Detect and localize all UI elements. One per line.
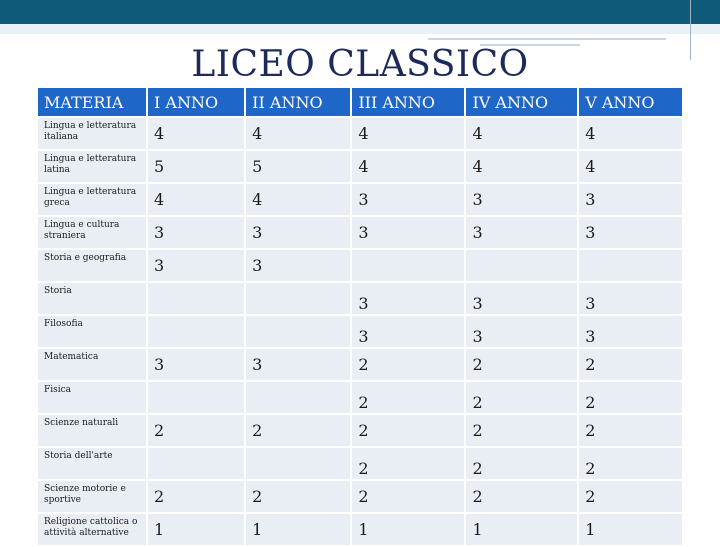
header-row [38,88,682,116]
subject-cell: Scienze naturali [38,415,146,446]
hours-cell: 2 [148,481,244,512]
hours-cell [148,448,244,479]
hours-cell [246,382,350,413]
hours-cell [148,283,244,314]
hours-cell: 1 [579,514,682,545]
hours-cell: 3 [148,250,244,281]
header-year-2: II ANNO [246,88,350,116]
hours-cell: 3 [352,217,464,248]
hours-cell [579,250,682,281]
subject-cell: Scienze motorie e sportive [38,481,146,512]
subject-cell: Fisica [38,382,146,413]
hours-cell [246,283,350,314]
hours-cell: 4 [579,151,682,182]
hours-cell: 2 [466,349,577,380]
hours-cell: 3 [466,283,577,314]
table-row [38,481,682,512]
subject-cell: Lingua e cultura straniera [38,217,146,248]
header-materia: MATERIA [38,88,146,116]
hours-cell: 2 [148,415,244,446]
hours-cell: 2 [352,415,464,446]
hours-cell: 1 [466,514,577,545]
hours-cell: 3 [466,316,577,347]
table-row [38,118,682,149]
hours-cell: 3 [246,250,350,281]
subject-cell: Filosofia [38,316,146,347]
table-row [38,448,682,479]
table-row [38,217,682,248]
header-year-3: III ANNO [352,88,464,116]
hours-cell: 2 [579,481,682,512]
hours-cell: 2 [352,349,464,380]
table-row [38,184,682,215]
hours-cell [246,448,350,479]
table-row [38,382,682,413]
hours-cell: 3 [579,283,682,314]
hours-cell: 4 [148,118,244,149]
hours-cell: 1 [148,514,244,545]
hours-cell: 4 [246,184,350,215]
hours-cell [352,250,464,281]
subject-cell: Storia [38,283,146,314]
hours-cell: 4 [148,184,244,215]
top-banner [0,0,720,24]
hours-cell [148,316,244,347]
hours-cell: 3 [466,184,577,215]
hours-cell: 4 [466,118,577,149]
table-row [38,514,682,545]
hours-cell: 2 [466,448,577,479]
hours-cell: 2 [352,382,464,413]
hours-cell: 2 [579,448,682,479]
hours-cell: 3 [352,184,464,215]
hours-cell: 3 [579,217,682,248]
hours-cell: 1 [246,514,350,545]
subject-cell: Religione cattolica o attività alternative [38,514,146,545]
table-row [38,316,682,347]
hours-cell: 4 [352,118,464,149]
hours-cell: 3 [579,316,682,347]
hours-cell: 3 [352,283,464,314]
subject-cell: Storia dell'arte [38,448,146,479]
hours-cell: 2 [352,481,464,512]
hours-cell: 3 [466,217,577,248]
subject-cell: Matematica [38,349,146,380]
hours-cell: 5 [148,151,244,182]
table-row [38,250,682,281]
curriculum-table [36,86,684,547]
subject-cell: Lingua e letteratura latina [38,151,146,182]
hours-cell: 2 [466,415,577,446]
hours-cell: 2 [246,481,350,512]
hours-cell: 5 [246,151,350,182]
hours-cell: 3 [246,349,350,380]
subject-cell: Storia e geografia [38,250,146,281]
table-row [38,151,682,182]
hours-cell: 3 [579,184,682,215]
table-row [38,283,682,314]
hours-cell: 2 [246,415,350,446]
subject-cell: Lingua e letteratura italiana [38,118,146,149]
header-year-1: I ANNO [148,88,244,116]
hours-cell: 3 [148,349,244,380]
hours-cell: 3 [352,316,464,347]
hours-cell: 4 [466,151,577,182]
hours-cell: 2 [579,382,682,413]
header-year-4: IV ANNO [466,88,577,116]
page-title: LICEO CLASSICO [191,44,529,85]
hours-cell: 3 [148,217,244,248]
table-row [38,415,682,446]
header-year-5: V ANNO [579,88,682,116]
accent-strip [0,24,720,34]
hours-cell: 2 [352,448,464,479]
hours-cell: 2 [466,382,577,413]
hours-cell: 4 [579,118,682,149]
subject-cell: Lingua e letteratura greca [38,184,146,215]
hours-cell: 4 [352,151,464,182]
hours-cell: 2 [466,481,577,512]
hours-cell: 3 [246,217,350,248]
hours-cell [466,250,577,281]
hours-cell: 1 [352,514,464,545]
hours-cell: 2 [579,349,682,380]
table-row [38,349,682,380]
hours-cell [148,382,244,413]
hours-cell: 4 [246,118,350,149]
hours-cell: 2 [579,415,682,446]
hours-cell [246,316,350,347]
decorative-line [428,38,666,40]
